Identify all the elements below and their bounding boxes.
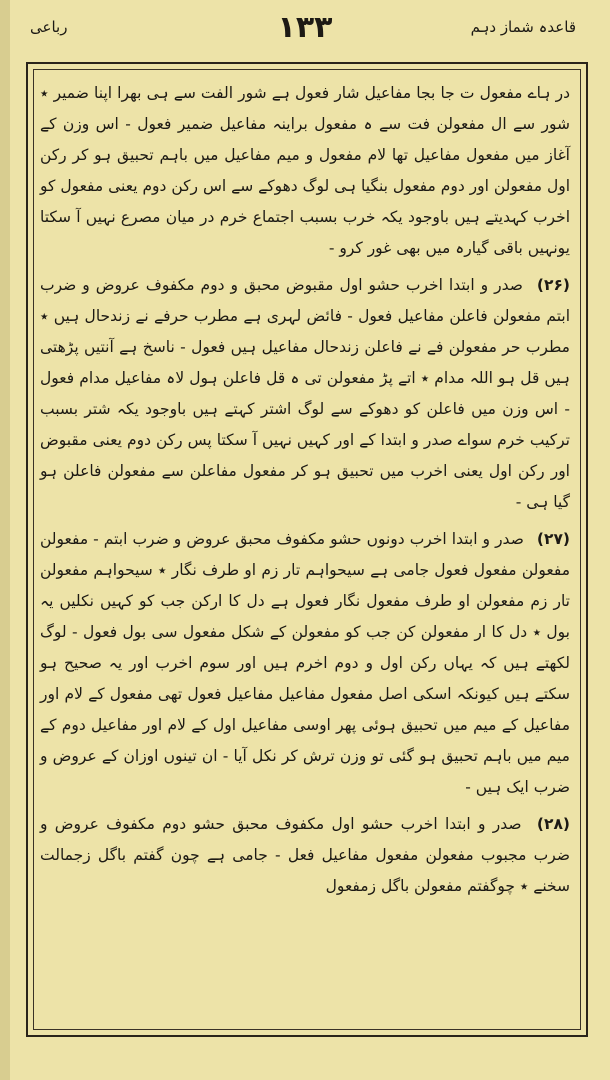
section-number: (۲۶)	[536, 276, 570, 294]
section-number: (۲۷)	[536, 530, 570, 548]
body-text	[40, 78, 570, 908]
running-title: قاعدہ شماز دہم	[470, 18, 576, 36]
paragraph-text: صدر و ابتدا اخرب حشو اول مقبوض محبق و دوم مکفوف عروض و ضرب ابتم مفعولن فاعلن مفاعیل فعول - فائض لہری ہے مطرب حرفے نے زندحال ہیں ٭ مطرب حر مفعولن فے نے فاعلن زندحال مفاعیل ہیں فعول - ناسخ ہے آنتیں پڑھتی ہیں قل ہو اللہ مدام ٭ اتے پڑ مفعولن تی ہ قل فاعلن ہول لاہ مفاعیل مدام فعول - اس وزن میں فاعلن کو دھوکے سے لوگ اشتر کہتے ہیں باوجود یکہ شتر بسبب ترکیب خرم سواے صدر و ابتدا کے اور کہیں نہیں آ سکتا پس رکن دوم یعنی مقبوض اور رکن اول یعنی اخرب میں تحبیق ہو کر مفعول مفاعلن سے مفعولن فاعلن ہو گیا ہی -	[40, 276, 570, 511]
paragraph-28	[40, 809, 570, 902]
page-edge-shadow	[0, 0, 10, 1080]
paragraph-text: صدر و ابتدا اخرب دونوں حشو مکفوف محبق عروض و ضرب ابتم - مفعولن مفعولن مفعول فعول جامی ہے سیحواہم تار زم او طرف نگار ٭ سیحواہم مفعولن تار زم مفعولن او طرف مفعول نگار فعول ہے دل کا ارکن جب کو کہیں نکلیں یہ بول ٭ دل کا ار مفعولن کن جب کو مفعولن کے شکل مفعول سی بول فعول - لوگ لکھتے ہیں کہ یہاں رکن اول و دوم اخرم ہیں اور سوم اخرب اور یہ صحیح ہو سکتے ہیں کیونکہ اسکی اصل مفعول مفاعیل مفاعیل فعول تھی مفعول کے لام اور مفاعیل کے میم میں تحبیق ہوئی پھر اوسی مفاعیل اول کے لام اور مفاعیل دوم کے میم میں باہم تحبیق ہو گئی تو وزن ترش کر نکل آیا - ان تینوں اوزان کے عروض و ضرب ایک ہیں -	[40, 530, 570, 796]
section-label: رباعی	[30, 18, 68, 36]
paragraph-27	[40, 524, 570, 803]
page-number: ۱۳۳	[277, 10, 333, 45]
paragraph-text: صدر و ابتدا اخرب حشو اول مکفوف محبق حشو دوم مکفوف عروض و ضرب مجبوب مفعولن مفعول مفاعیل فعل - جامی ہے چون گفتم باگل زجمالت سخنے ٭ چوگفتم مفعولن باگل زمفعول	[40, 815, 570, 895]
paragraph-26	[40, 270, 570, 518]
section-number: (۲۸)	[536, 815, 570, 833]
page-header	[30, 10, 580, 54]
paragraph-text: در ہاے مفعول ت جا بجا مفاعیل شار فعول ہے شور الفت سے ہی بھرا اپنا ضمیر ٭ شور سے ال مفعولن فت سے ہ مفعول براینہ مفاعیل ضمیر فعول - اس وزن کے آغاز میں مفعول مفاعیل تھا لام مفعول و میم مفاعیل میں باہم تحبیق ہو کر رکن اول مفعولن اور دوم مفعول بنگیا ہی لوگ دھوکے سے اس رکن دوم یعنی مفعول کو اخرب کہدیتے ہیں باوجود یکہ خرب بسبب اجتماع خرم در میان مصرع نہیں آ سکتا یونہیں باقی گیارہ میں بھی غور کرو -	[40, 84, 570, 257]
paragraph-intro	[40, 78, 570, 264]
